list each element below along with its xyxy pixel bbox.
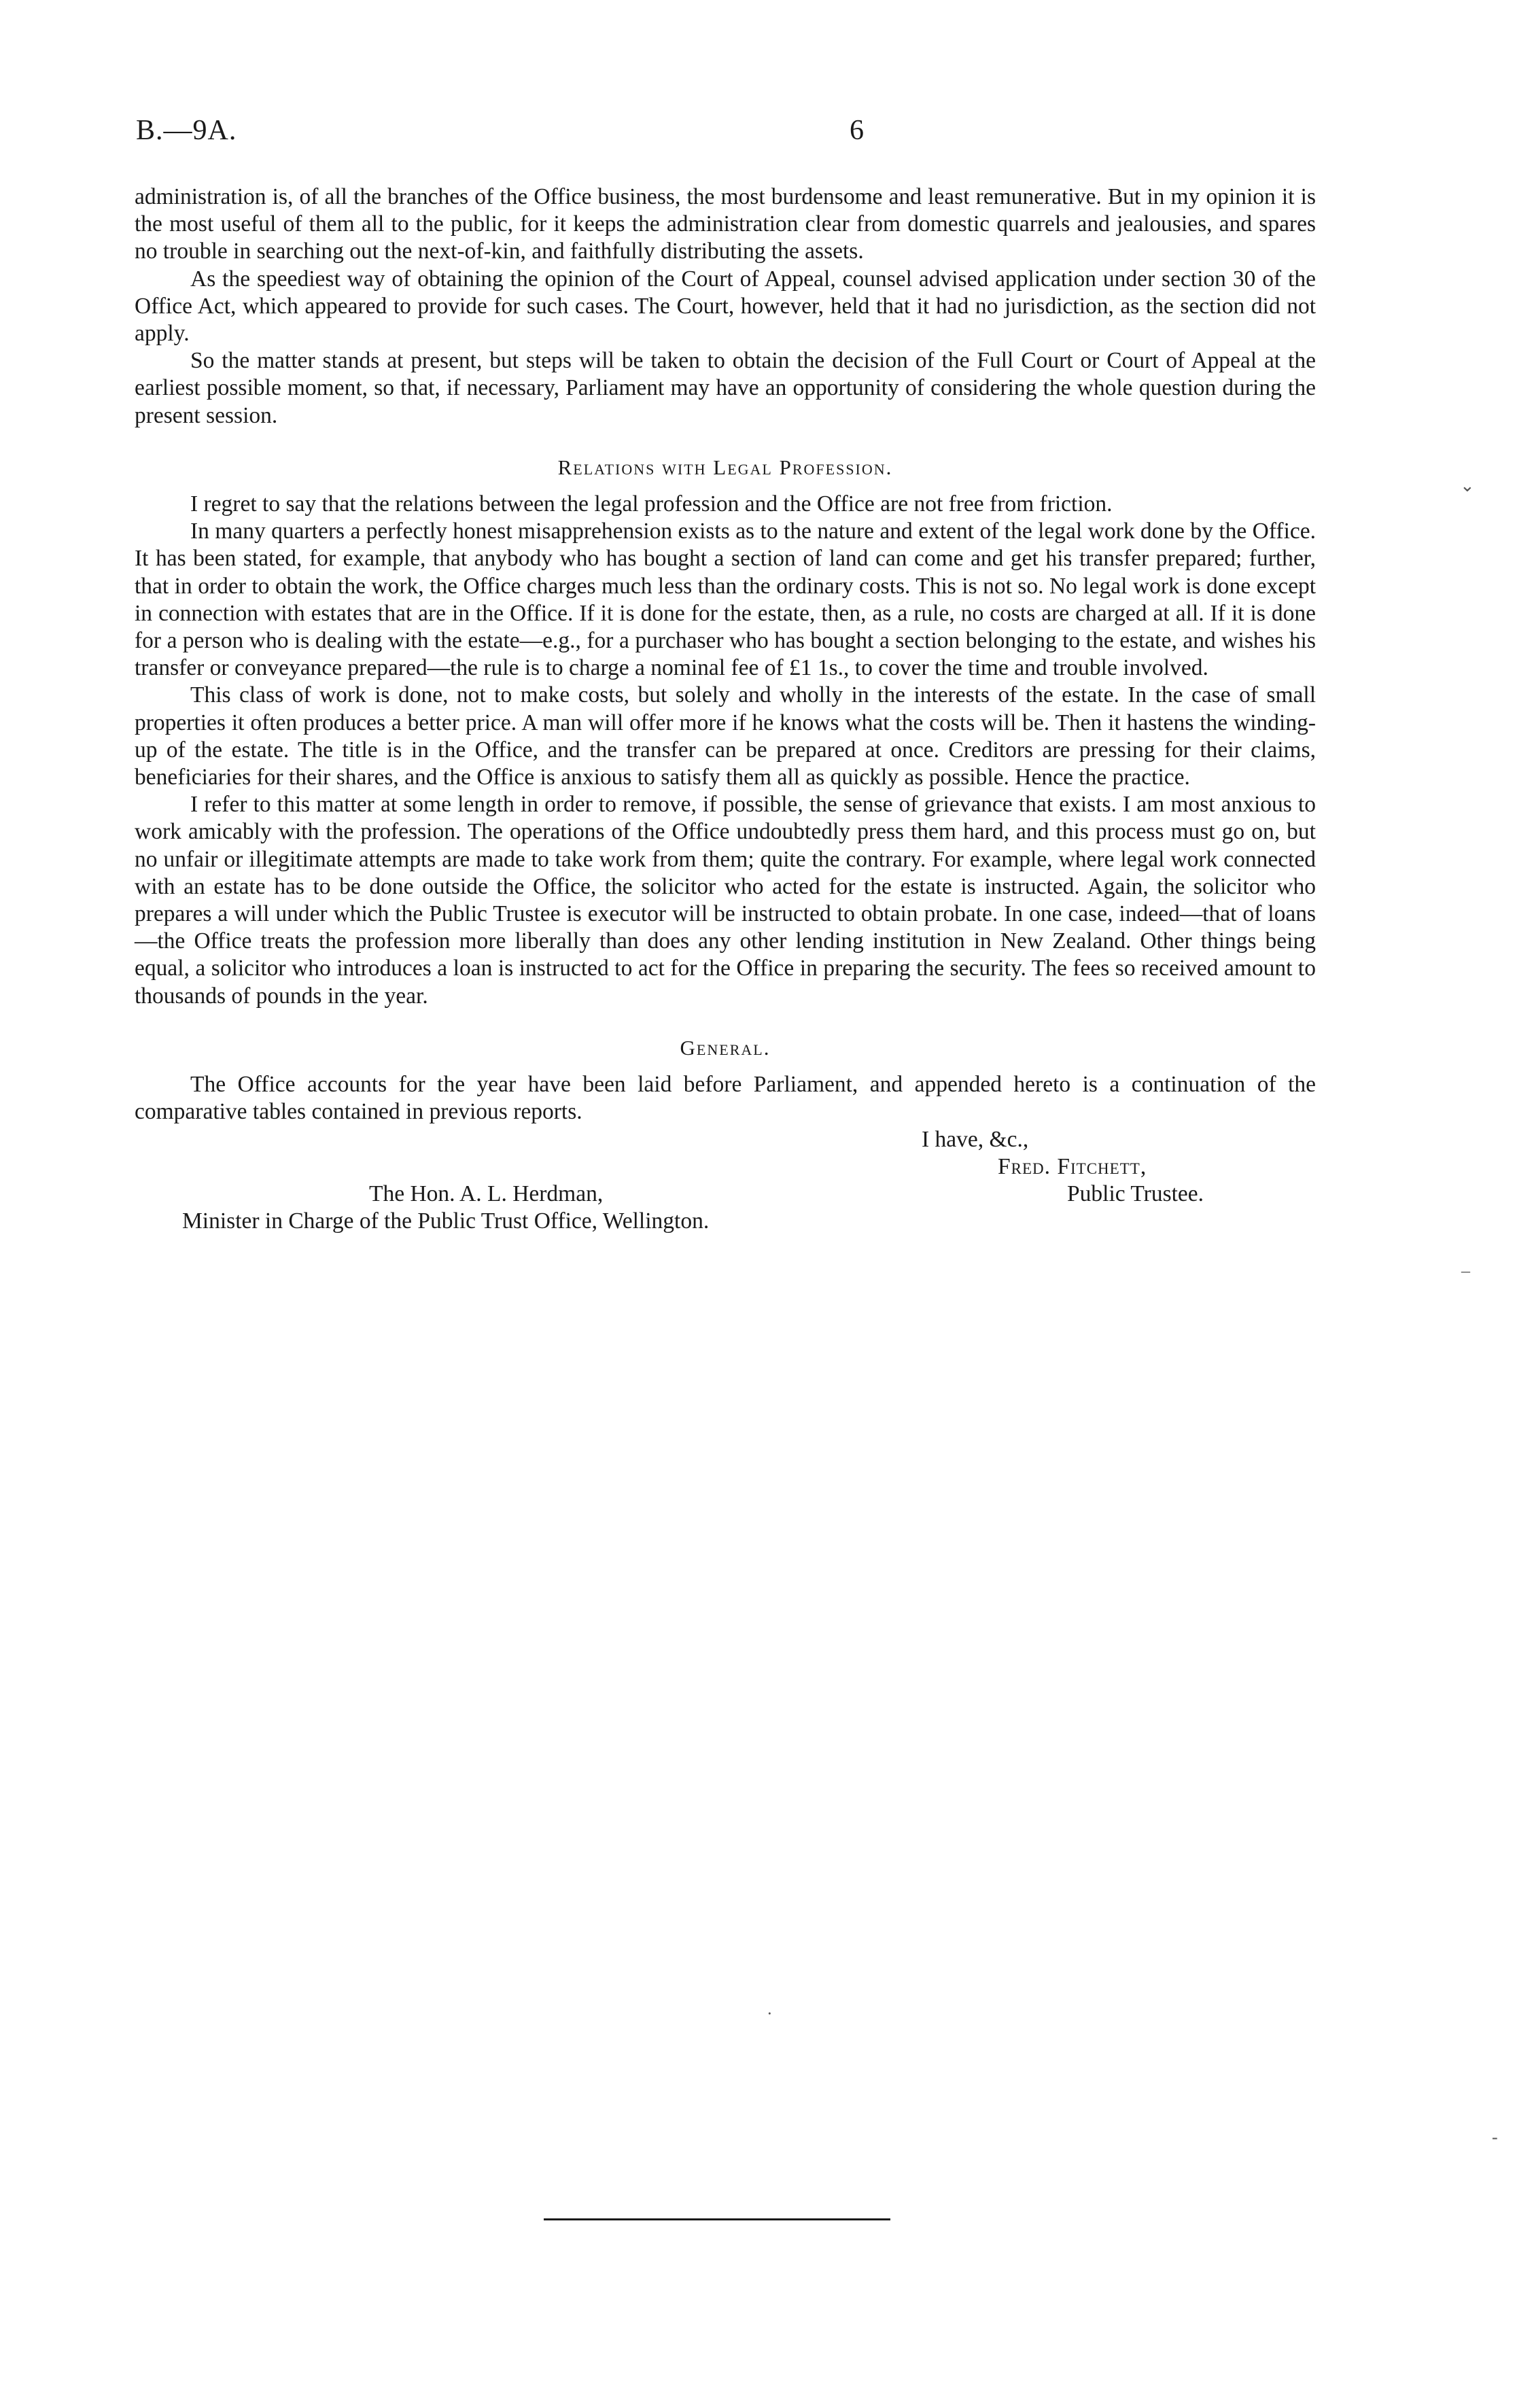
- section-heading-general: General.: [680, 1035, 771, 1060]
- paragraph: So the matter stands at present, but steps will be taken to obtain the decision of the Full Court or Court of Appeal at the earliest possible moment, so that, if necessary, Parliament may have an opportunity of considering the whole question during the present session.: [135, 348, 1316, 428]
- scan-mark: –: [1461, 1261, 1470, 1280]
- end-rule: [544, 2218, 890, 2220]
- scan-mark: ⌄: [1460, 476, 1475, 495]
- section-heading-relations: Relations with Legal Profession.: [557, 455, 893, 479]
- addressee-position: Minister in Charge of the Public Trust Office, Wellington.: [182, 1208, 710, 1234]
- closing-block: [135, 1126, 1316, 1289]
- scan-mark: ·: [767, 2004, 773, 2023]
- paragraph: The Office accounts for the year have been laid before Parliament, and appended hereto is a continuation of the comparative tables contained in previous reports.: [135, 1072, 1316, 1125]
- paragraph: This class of work is done, not to make costs, but solely and wholly in the interests of the estate. In the case of small properties it often produces a better price. A man will offer more if he knows what the costs will be. Then it hastens the winding-up of the estate. The title is in the Office, and the transfer can be prepared at once. Creditors are pressing for their claims, beneficiaries for their shares, and the Office is anxious to satisfy them all as quickly as possible. Hence the practice.: [135, 682, 1316, 790]
- paragraph: I regret to say that the relations between the legal profession and the Office are not free from friction.: [190, 491, 1113, 517]
- document-reference: B.—9A.: [136, 115, 237, 146]
- addressee-name: The Hon. A. L. Herdman,: [369, 1181, 604, 1206]
- signer-title: Public Trustee.: [1067, 1181, 1204, 1206]
- paragraph: In many quarters a perfectly honest misapprehension exists as to the nature and extent of the legal work done by the Office. It has been stated, for example, that anybody who has bought a section of land can come and get his transfer prepared; further, that in order to obtain the work, the Office charges much less than the ordinary costs. This is not so. No legal work is done except in connection with estates that are in the Office. If it is done for the estate, then, as a rule, no costs are charged at all. If it is done for a person who is dealing with the estate—e.g., for a purchaser who has bought a section belonging to the estate, and wishes his transfer or conveyance prepared—the rule is to charge a nominal fee of £1 1s., to cover the time and trouble involved.: [135, 519, 1316, 681]
- salutation: I have, &c.,: [922, 1126, 1029, 1152]
- paragraph: As the speediest way of obtaining the opinion of the Court of Appeal, counsel advised application under section 30 of the Office Act, which appeared to provide for such cases. The Court, however, held that it had no jurisdiction, as the section did not apply.: [135, 266, 1316, 347]
- page-number: 6: [850, 115, 864, 146]
- paragraph: I refer to this matter at some length in order to remove, if possible, the sense of grievance that exists. I am most anxious to work amicably with the profession. The operations of the Office undoubtedly press them hard, and this process must go on, but no unfair or illegitimate attempts are made to take work from them; quite the contrary. For example, where legal work connected with an estate has to be done outside the Office, the solicitor who acted for the estate is instructed. Again, the solicitor who prepares a will under which the Public Trustee is executor will be instructed to obtain probate. In one case, indeed—that of loans—the Office treats the profession more liberally than does any other lending institution in New Zealand. Other things being equal, a solicitor who introduces a loan is instructed to act for the Office in preparing the security. The fees so received amount to thousands of pounds in the year.: [135, 792, 1316, 1009]
- body-text: [135, 184, 1316, 1289]
- scan-mark: ‐: [1492, 2127, 1498, 2147]
- signer-name: Fred. Fitchett,: [998, 1153, 1147, 1179]
- page-header: [136, 114, 1312, 155]
- paragraph: administration is, of all the branches of the Office business, the most burdensome and least remunerative. But in my opinion it is the most useful of them all to the public, for it keeps the administration clear from domestic quarrels and jealousies, and spares no trouble in searching out the next-of-kin, and faithfully distributing the assets.: [135, 184, 1316, 264]
